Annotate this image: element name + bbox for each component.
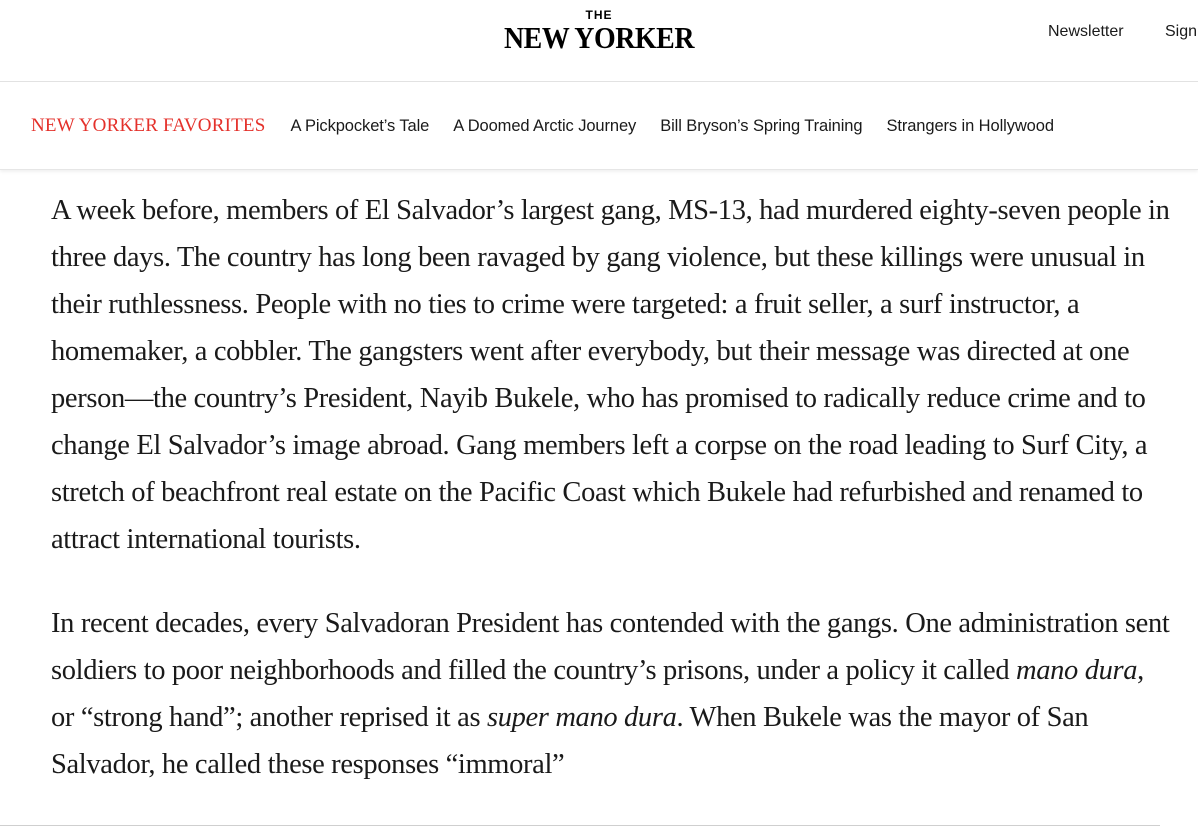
new-yorker-logo[interactable] [0,8,1198,54]
article-paragraph [51,600,1171,788]
divider [0,825,1160,826]
sign-in-link[interactable]: Sign [1165,23,1198,40]
paragraph-text: , or “strong hand”; another reprised it as [51,655,1144,733]
favorites-nav [0,82,1198,170]
site-header [0,0,1198,82]
favorites-label[interactable]: NEW YORKER FAVORITES [31,115,266,136]
nav-item-strangers-in-hollywood[interactable]: Strangers in Hollywood [886,117,1054,135]
article-body [51,187,1171,825]
nav-item-pickpockets-tale[interactable]: A Pickpocket’s Tale [290,117,430,135]
logo-the: THE [585,8,613,22]
paragraph-text: In recent decades, every Salvadoran President has contended with the gangs. One administration sent soldiers to poor neighborhoods and filled the country’s prisons, under a policy it called [51,608,1170,686]
italic-term: mano dura [1016,655,1138,686]
article-paragraph: A week before, members of El Salvador’s largest gang, MS-13, had murdered eighty-seven people in three days. The country has long been ravaged by gang violence, but these killings were unusual in their ruthlessness. People with no ties to crime were targeted: a fruit seller, a surf instructor, a homemaker, a cobbler. The gangsters went after everybody, but their message was directed at one person—the country’s President, Nayib Bukele, who has promised to radically reduce crime and to change El Salvador’s image abroad. Gang members left a corpse on the road leading to Surf City, a stretch of beachfront real estate on the Pacific Coast which Bukele had refurbished and renamed to attract international tourists. [51,195,1170,555]
paragraph-text: . When Bukele was the mayor of San Salvador, he called these responses “immoral” [51,702,1089,780]
nav-item-doomed-arctic-journey[interactable]: A Doomed Arctic Journey [453,117,637,135]
italic-term: super mano dura [486,702,677,733]
nav-item-bryson-spring-training[interactable]: Bill Bryson’s Spring Training [660,117,863,135]
logo-wordmark: NEW YORKER [503,20,695,55]
newsletter-link[interactable]: Newsletter [1048,23,1124,40]
